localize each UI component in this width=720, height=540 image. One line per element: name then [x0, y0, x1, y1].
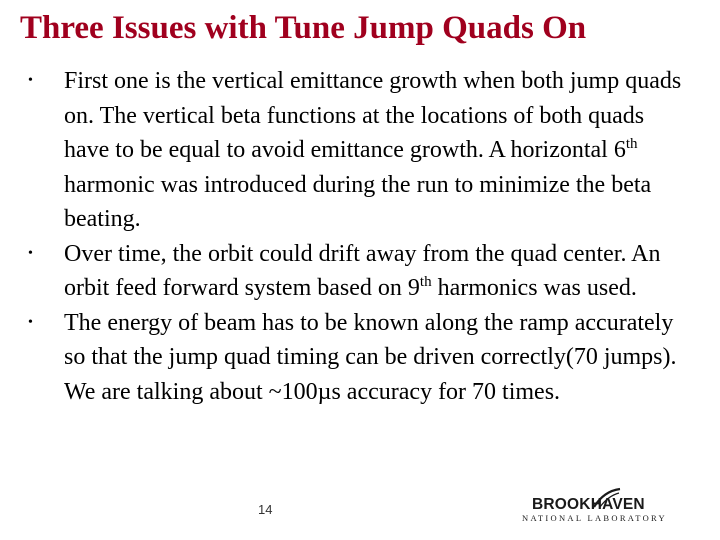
bullet-item-emittance: [28, 64, 688, 237]
bullet-icon: •: [28, 245, 33, 261]
bullet-item-energy: [28, 306, 688, 410]
logo-subtitle: NATIONAL LABORATORY: [522, 513, 667, 523]
bullet-text-cont: harmonic was introduced during the run to minimize the beta beating.: [64, 171, 652, 232]
slide-title: Three Issues with Tune Jump Quads On: [20, 10, 587, 46]
bullet-text: First one is the vertical emittance growth when both jump quads on. The vertical beta functions at the locations of both quads have to be equal to avoid emittance growth. A horizontal 6: [64, 68, 682, 163]
bullet-item-orbit: [28, 237, 688, 306]
superscript: th: [419, 274, 432, 290]
bullet-icon: •: [28, 73, 33, 88]
bullet-text: Over time, the orbit could drift away from the quad center. An orbit feed forward system based on 9: [64, 240, 661, 301]
bullet-icon: •: [28, 314, 33, 330]
superscript: th: [625, 136, 638, 152]
bullet-text-cont: harmonics was used.: [431, 275, 637, 301]
bullet-list: [28, 64, 688, 409]
page-number: 14: [258, 502, 273, 517]
logo-wordmark: BROOKHAVEN: [532, 496, 645, 513]
brookhaven-logo: [522, 496, 667, 526]
bullet-text: The energy of beam has to be known along the ramp accurately so that the jump quad timing can be driven correctly(70 jumps). We are talking about ~100µs accuracy for 70 times.: [64, 309, 677, 405]
